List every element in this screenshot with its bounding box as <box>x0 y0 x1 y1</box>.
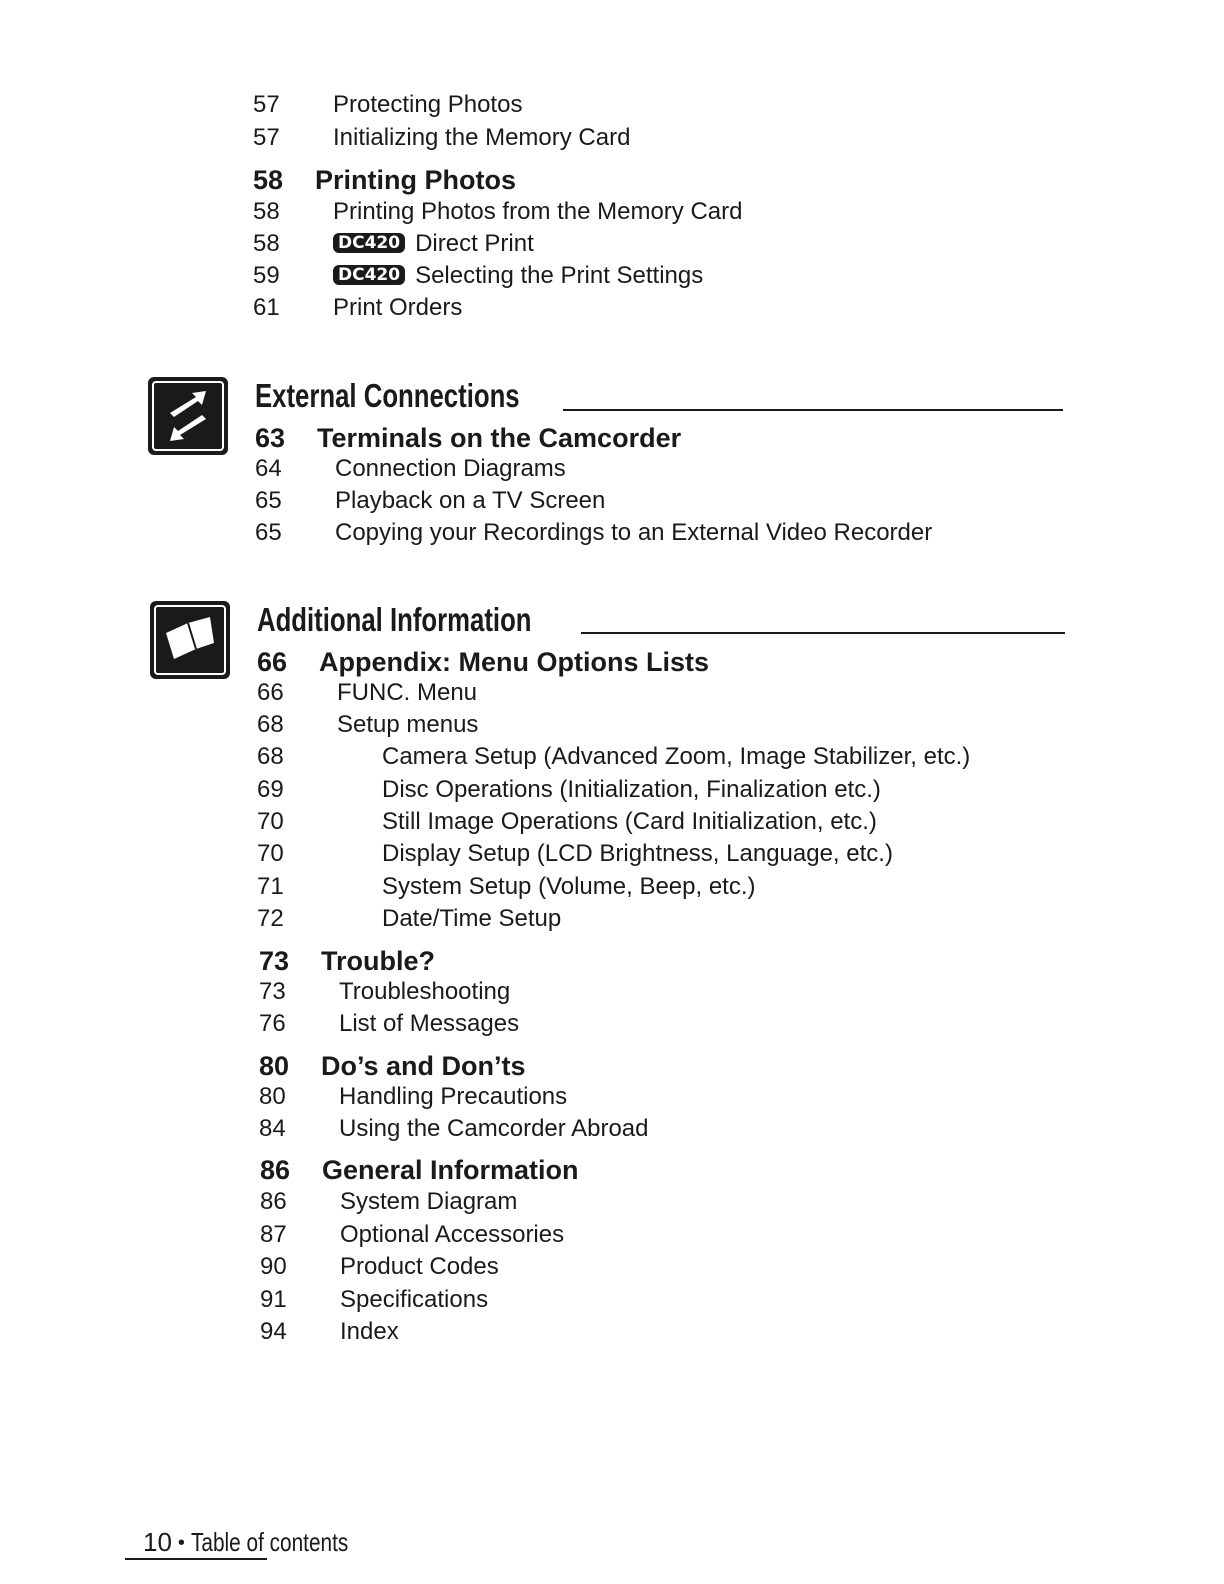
page-number: 68 <box>257 711 284 738</box>
entry-title: Initializing the Memory Card <box>333 124 631 151</box>
page-number: 59 <box>253 262 280 289</box>
toc-entry[interactable] <box>253 89 1224 121</box>
toc-entry[interactable] <box>259 976 1224 1008</box>
toc-sub-entry[interactable] <box>257 871 1224 903</box>
toc-entry[interactable] <box>260 1284 1224 1316</box>
page-number: 58 <box>253 230 280 257</box>
toc-entry[interactable] <box>255 517 1224 549</box>
page-number: 87 <box>260 1221 287 1248</box>
toc-heading[interactable] <box>259 945 1224 977</box>
page-number: 66 <box>257 679 284 706</box>
heading-title: Terminals on the Camcorder <box>317 423 682 453</box>
entry-title-with-badge <box>333 228 534 260</box>
toc-sub-entry[interactable] <box>257 806 1224 838</box>
toc-entry[interactable] <box>260 1219 1224 1251</box>
toc-sub-entry[interactable] <box>257 838 1224 870</box>
page-number: 90 <box>260 1253 287 1280</box>
page-number: 70 <box>257 808 284 835</box>
toc-entry[interactable] <box>253 196 1224 228</box>
entry-title: Handling Precautions <box>339 1083 568 1110</box>
entry-title: Direct Print <box>415 230 534 257</box>
page-number: 70 <box>257 840 284 867</box>
heading-title: Printing Photos <box>315 165 516 195</box>
page-number: 71 <box>257 873 284 900</box>
toc-heading[interactable] <box>260 1154 1224 1186</box>
page-number: 84 <box>259 1115 286 1142</box>
entry-title: Printing Photos from the Memory Card <box>333 198 743 225</box>
toc-entry[interactable] <box>259 1113 1224 1145</box>
entry-title: Still Image Operations (Card Initialization, etc.) <box>382 808 877 835</box>
page-number: 57 <box>253 124 280 151</box>
toc-entry[interactable] <box>259 1081 1224 1113</box>
entry-title: Specifications <box>340 1286 489 1313</box>
page-number: 68 <box>257 743 284 770</box>
page-number: 57 <box>253 91 280 118</box>
page-number: 73 <box>259 946 290 976</box>
toc-sub-entry[interactable] <box>257 903 1224 935</box>
section-rule <box>563 409 1063 411</box>
page-number: 61 <box>253 294 280 321</box>
toc-entry[interactable] <box>253 122 1224 154</box>
toc-heading[interactable] <box>255 422 1224 454</box>
toc-entry[interactable] <box>253 260 1224 292</box>
page-number: 69 <box>257 776 284 803</box>
open-book-icon <box>150 601 230 679</box>
toc-sub-entry[interactable] <box>257 741 1224 773</box>
page-number: 86 <box>260 1188 287 1215</box>
entry-title: Using the Camcorder Abroad <box>339 1115 649 1142</box>
entry-title: Troubleshooting <box>339 978 511 1005</box>
page-footer <box>143 1524 388 1560</box>
entry-title: Setup menus <box>337 711 479 738</box>
entry-title: System Setup (Volume, Beep, etc.) <box>382 873 756 900</box>
toc-entry[interactable] <box>253 228 1224 260</box>
toc-heading[interactable] <box>253 164 1224 196</box>
footer-rule <box>125 1558 267 1560</box>
page-number: 76 <box>259 1010 286 1037</box>
heading-title: Do’s and Don’ts <box>321 1051 526 1081</box>
toc-heading[interactable] <box>259 1050 1224 1082</box>
toc-heading[interactable] <box>257 646 1224 678</box>
entry-title: Disc Operations (Initialization, Finalization etc.) <box>382 776 881 803</box>
toc-sub-entry[interactable] <box>257 774 1224 806</box>
page-number: 65 <box>255 519 282 546</box>
toc-entry[interactable] <box>260 1251 1224 1283</box>
page-number: 80 <box>259 1051 290 1081</box>
entry-title: Copying your Recordings to an External Video Recorder <box>335 519 933 546</box>
section-title-additional: Additional Information <box>257 601 532 638</box>
page-number: 80 <box>259 1083 286 1110</box>
toc-entry[interactable] <box>260 1316 1224 1348</box>
footer-page-number: 10 <box>143 1527 172 1557</box>
entry-title: Protecting Photos <box>333 91 523 118</box>
page-number: 66 <box>257 647 288 677</box>
page-number: 63 <box>255 423 286 453</box>
entry-title: FUNC. Menu <box>337 679 478 706</box>
entry-title: Date/Time Setup <box>382 905 562 932</box>
footer-bullet: • <box>177 1532 185 1554</box>
page-number: 65 <box>255 487 282 514</box>
entry-title: Display Setup (LCD Brightness, Language, etc.) <box>382 840 893 867</box>
heading-title: Trouble? <box>321 946 435 976</box>
entry-title: Selecting the Print Settings <box>415 262 704 289</box>
toc-entry[interactable] <box>253 292 1224 324</box>
entry-title: System Diagram <box>340 1188 518 1215</box>
entry-title: Connection Diagrams <box>335 455 566 482</box>
page-number: 91 <box>260 1286 287 1313</box>
heading-title: Appendix: Menu Options Lists <box>319 647 709 677</box>
entry-title: Print Orders <box>333 294 463 321</box>
page-number: 94 <box>260 1318 287 1345</box>
page-number: 73 <box>259 978 286 1005</box>
toc-entry[interactable] <box>259 1008 1224 1040</box>
entry-title: Camera Setup (Advanced Zoom, Image Stabilizer, etc.) <box>382 743 971 770</box>
entry-title-with-badge <box>333 260 703 292</box>
model-badge: DC420 <box>333 265 405 285</box>
toc-entry[interactable] <box>257 709 1224 741</box>
section-title-external: External Connections <box>255 377 520 414</box>
toc-entry[interactable] <box>255 485 1224 517</box>
page-number: 64 <box>255 455 282 482</box>
entry-title: Optional Accessories <box>340 1221 565 1248</box>
footer-label: Table of contents <box>190 1527 349 1557</box>
entry-title: Index <box>340 1318 399 1345</box>
page-number: 86 <box>260 1155 291 1185</box>
toc-entry[interactable] <box>257 677 1224 709</box>
heading-title: General Information <box>322 1155 579 1185</box>
page-number: 58 <box>253 198 280 225</box>
page-number: 58 <box>253 165 284 195</box>
page-number: 72 <box>257 905 284 932</box>
toc-entry[interactable] <box>260 1186 1224 1218</box>
toc-entry[interactable] <box>255 453 1224 485</box>
section-rule <box>581 632 1065 634</box>
entry-title: Playback on a TV Screen <box>335 487 606 514</box>
connection-arrows-icon <box>148 377 228 455</box>
entry-title: Product Codes <box>340 1253 499 1280</box>
model-badge: DC420 <box>333 233 405 253</box>
entry-title: List of Messages <box>339 1010 520 1037</box>
